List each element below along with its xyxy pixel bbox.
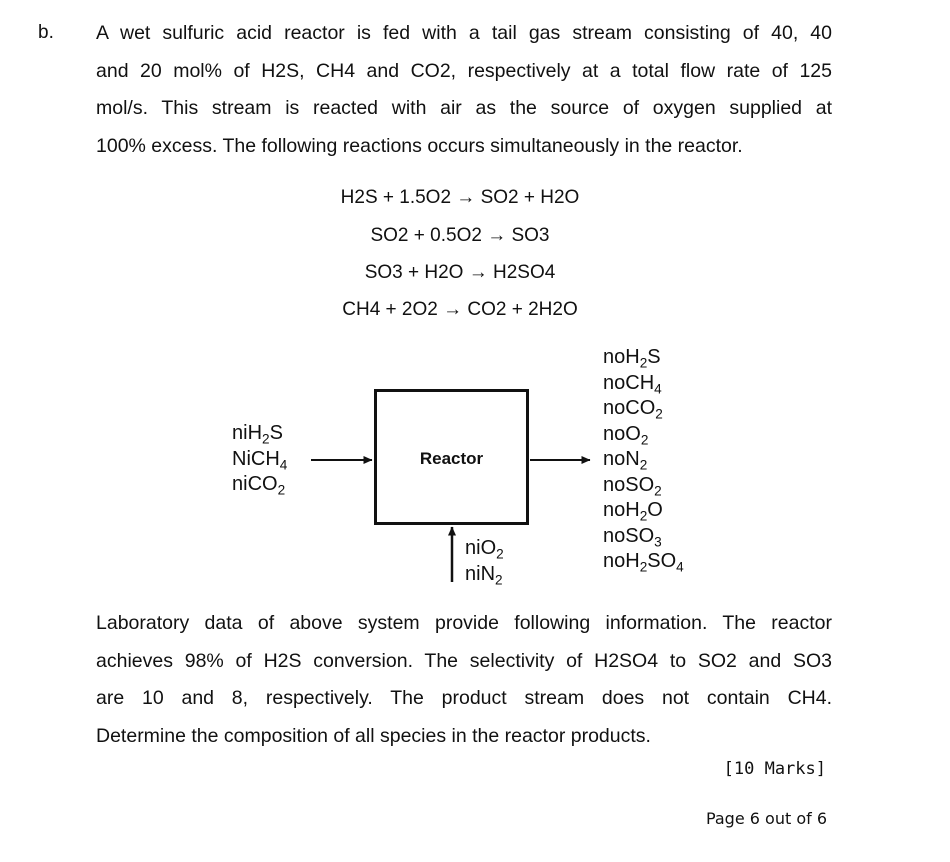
intro-line: and 20 mol% of H2S, CH4 and CO2, respectively at a total flow rate of 125 bbox=[96, 59, 832, 82]
outlet-stream-label: $noH_2SO_4$ bbox=[603, 550, 684, 575]
outlet-stream-label: noCO$_2$ bbox=[603, 397, 663, 422]
page-number: Page 6 out of 6 bbox=[705, 809, 827, 828]
reaction-equation: H2S + 1.5O2 → SO2 + H2O bbox=[340, 187, 580, 208]
inlet-streams bbox=[232, 421, 287, 498]
intro-line: 100% excess. The following reactions occurs simultaneously in the reactor. bbox=[96, 134, 743, 157]
reaction-equation: SO2 + 0.5O2 → SO3 bbox=[370, 225, 550, 246]
air-stream-label: niO$_2$ bbox=[465, 537, 504, 562]
closing-line: Laboratory data of above system provide following information. The reactor bbox=[96, 612, 832, 634]
intro-line: mol/s. This stream is reacted with air as the source of oxygen supplied at bbox=[96, 97, 832, 119]
outlet-stream-label: noH$_2$S bbox=[603, 346, 661, 371]
question-closing bbox=[96, 605, 832, 755]
outlet-streams bbox=[603, 345, 684, 575]
closing-line: are 10 and 8, respectively. The product stream does not contain CH4. bbox=[96, 687, 832, 709]
outlet-stream-label: noH$_2$O bbox=[603, 499, 663, 524]
outlet-stream-label: noCH$_4$ bbox=[603, 371, 662, 396]
inlet-stream-label: NiCH$_4$ bbox=[232, 447, 288, 472]
inlet-stream-label: niCO$_2$ bbox=[232, 473, 286, 498]
air-streams bbox=[465, 536, 504, 587]
reactor-label: Reactor bbox=[419, 449, 484, 468]
inlet-stream-label: niH$_2$S bbox=[232, 422, 283, 447]
outlet-stream-label: noO$_2$ bbox=[603, 422, 649, 447]
question-label: b. bbox=[38, 22, 54, 43]
reaction-equation: SO3 + H2O → H2SO4 bbox=[364, 262, 556, 283]
air-stream-label: niN$_2$ bbox=[465, 562, 503, 587]
closing-line: achieves 98% of H2S conversion. The selectivity of H2SO4 to SO2 and SO3 bbox=[96, 649, 832, 672]
outlet-stream-label: noSO$_2$ bbox=[603, 473, 662, 498]
reaction-equation: CH4 + 2O2 → CO2 + 2H2O bbox=[342, 299, 578, 320]
intro-line: A wet sulfuric acid reactor is fed with a tail gas stream consisting of 40, 40 bbox=[96, 22, 832, 44]
outlet-stream-label: noSO$_3$ bbox=[603, 524, 662, 549]
marks-label: [10 Marks] bbox=[723, 759, 826, 779]
outlet-stream-label: noN$_2$ bbox=[603, 448, 648, 473]
closing-line: Determine the composition of all species in the reactor products. bbox=[96, 724, 651, 747]
